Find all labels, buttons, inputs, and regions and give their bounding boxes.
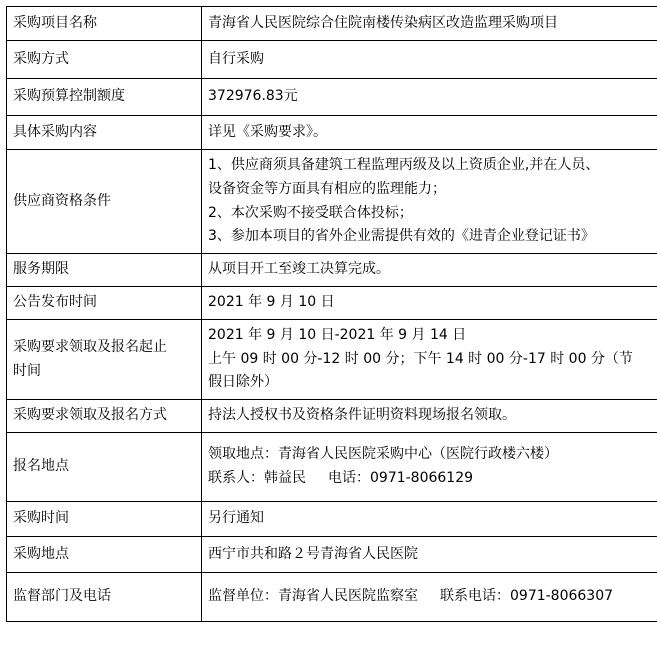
- row-signup-method: [7, 400, 657, 433]
- label-signup-method: 采购要求领取及报名方式: [7, 400, 202, 433]
- row-method: [7, 41, 657, 79]
- value-signup-place: [202, 433, 657, 502]
- signup-place-line-2: [208, 467, 657, 491]
- row-publish-time: [7, 287, 657, 320]
- label-supervision: 监督部门及电话: [7, 573, 202, 622]
- value-budget: 372976.83元: [202, 79, 657, 116]
- row-service-period: [7, 254, 657, 287]
- value-signup-time: [202, 320, 657, 400]
- label-purchase-time: 采购时间: [7, 502, 202, 537]
- signup-time-line-2: 上午 09 时 00 分-12 时 00 分；下午 14 时 00 分-17 时 00 分（节: [208, 350, 633, 367]
- label-signup-time: [7, 320, 202, 400]
- row-qualification: [7, 150, 657, 254]
- value-supervision: [202, 573, 657, 622]
- label-signup-time-line-2: 时间: [13, 362, 41, 379]
- qualification-line-3: 2、本次采购不接受联合体投标；: [208, 204, 413, 221]
- row-budget: [7, 79, 657, 116]
- label-signup-place: 报名地点: [7, 433, 202, 502]
- label-content: 具体采购内容: [7, 116, 202, 150]
- signup-time-line-1: 2021 年 9 月 10 日-2021 年 9 月 14 日: [208, 327, 467, 344]
- supervision-line: [208, 585, 657, 609]
- row-purchase-place: [7, 537, 657, 573]
- value-method: 自行采购: [202, 41, 657, 79]
- qualification-line-1: 1、供应商须具备建筑工程监理丙级及以上资质企业,并在人员、: [208, 157, 600, 174]
- supervision-phone: 联系电话：0971-8066307: [440, 588, 614, 605]
- row-signup-time: [7, 320, 657, 400]
- label-publish-time: 公告发布时间: [7, 287, 202, 320]
- row-project-name: [7, 7, 657, 41]
- contact-phone: 电话：0971-8066129: [328, 470, 474, 486]
- value-qualification: [202, 150, 657, 254]
- signup-time-line-3: 假日除外）: [208, 374, 278, 391]
- procurement-info-table: [6, 6, 657, 622]
- qualification-line-4: 3、参加本项目的省外企业需提供有效的《进青企业登记证书》: [208, 228, 595, 245]
- row-supervision: [7, 573, 657, 622]
- label-project-name: 采购项目名称: [7, 7, 202, 41]
- value-purchase-place: 西宁市共和路２号青海省人民医院: [202, 537, 657, 573]
- label-budget: 采购预算控制额度: [7, 79, 202, 116]
- label-qualification: 供应商资格条件: [7, 150, 202, 254]
- supervision-unit: 监督单位：青海省人民医院监察室: [208, 588, 418, 605]
- value-purchase-time: 另行通知: [202, 502, 657, 537]
- row-purchase-time: [7, 502, 657, 537]
- value-publish-time: 2021 年 9 月 10 日: [202, 287, 657, 320]
- label-purchase-place: 采购地点: [7, 537, 202, 573]
- label-signup-time-line-1: 采购要求领取及报名起止: [13, 338, 167, 355]
- row-signup-place: [7, 433, 657, 502]
- signup-place-line-1: 领取地点：青海省人民医院采购中心（医院行政楼六楼）: [208, 446, 558, 463]
- value-signup-method: 持法人授权书及资格条件证明资料现场报名领取。: [202, 400, 657, 433]
- row-content: [7, 116, 657, 150]
- contact-person: 联系人：韩益民: [208, 470, 306, 486]
- label-service-period: 服务期限: [7, 254, 202, 287]
- value-content: 详见《采购要求》。: [202, 116, 657, 150]
- value-project-name: 青海省人民医院综合住院南楼传染病区改造监理采购项目: [202, 7, 657, 41]
- value-service-period: 从项目开工至竣工决算完成。: [202, 254, 657, 287]
- label-method: 采购方式: [7, 41, 202, 79]
- qualification-line-2: 设备资金等方面具有相应的监理能力；: [208, 180, 446, 197]
